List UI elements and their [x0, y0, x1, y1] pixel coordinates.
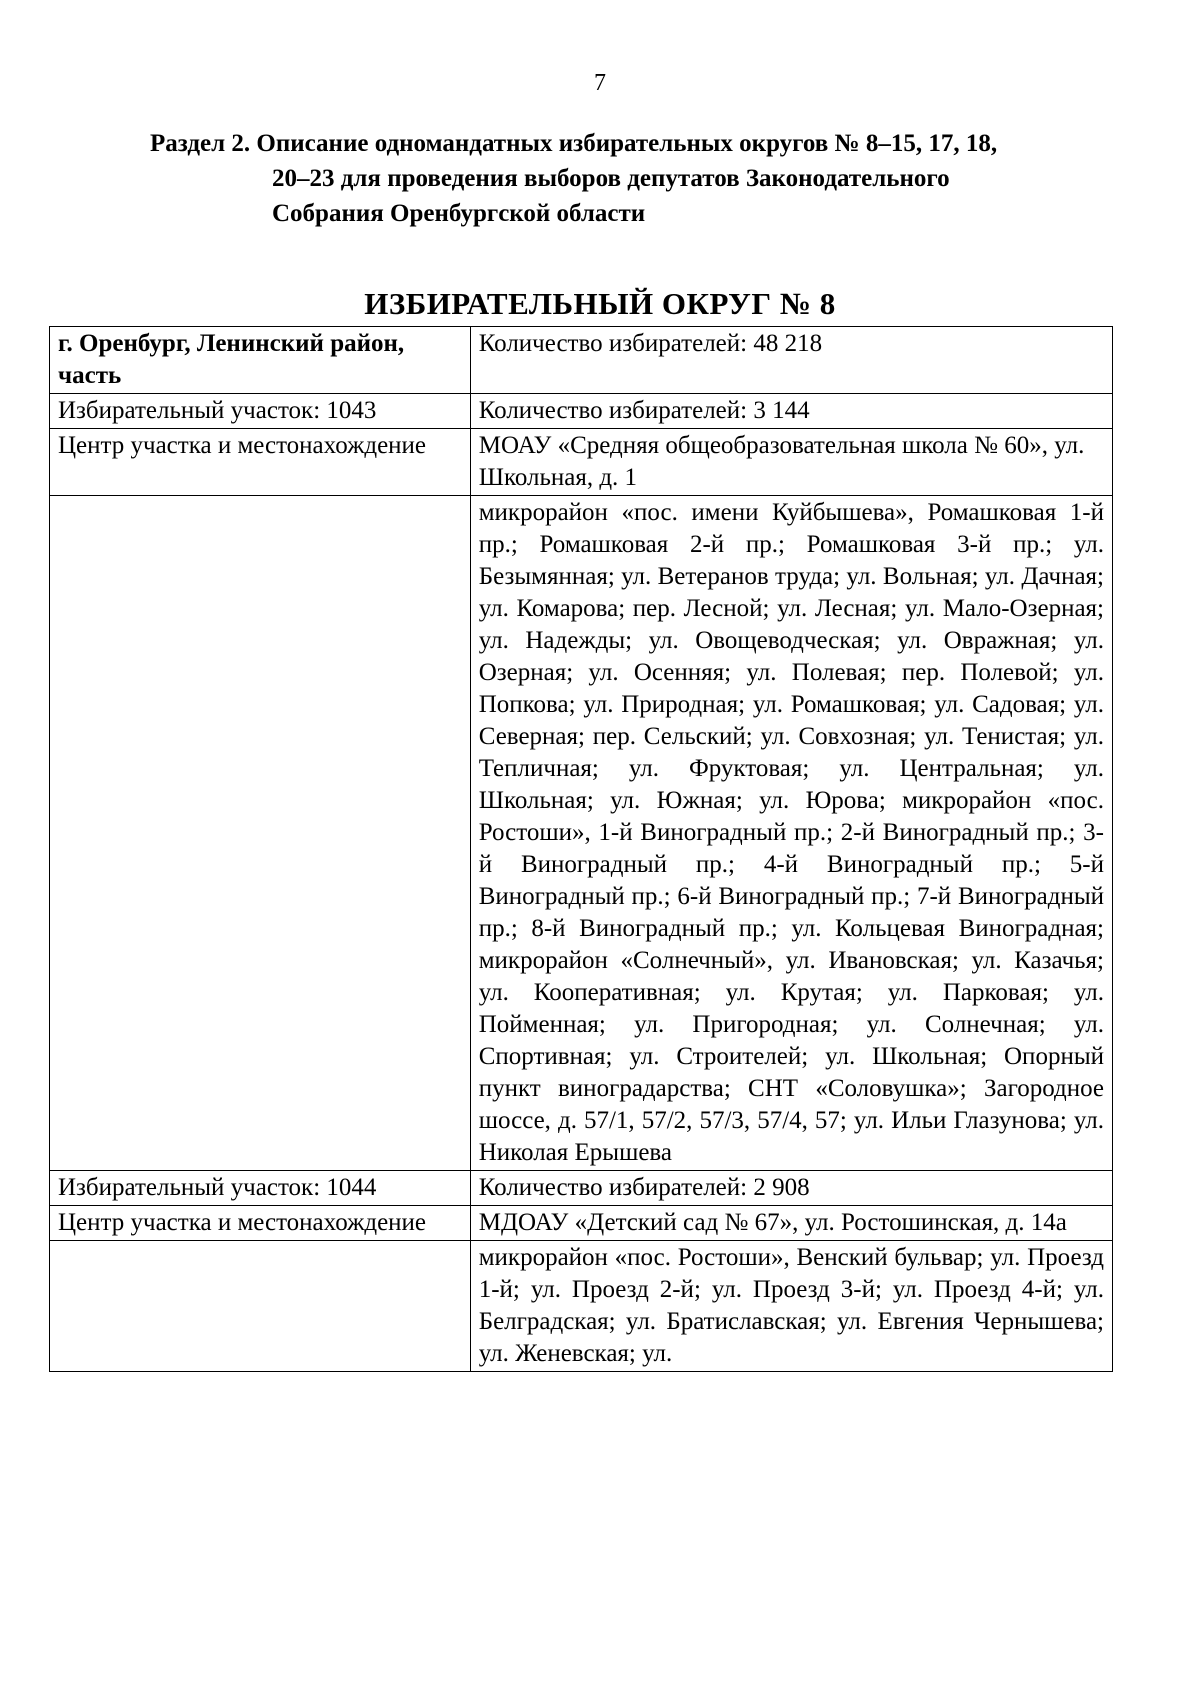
page-number: 7: [594, 70, 606, 96]
section-heading: [150, 126, 1140, 231]
precinct-streets-row: [50, 496, 1113, 1171]
precinct-streets: микрорайон «пос. Ростоши», Венский бульвар; ул. Проезд 1-й; ул. Проезд 2-й; ул. Проезд 3-й; ул. Проезд 4-й; ул. Белградская; ул. Братиславская; ул. Евгения Чернышева; ул. Женевская; ул.: [470, 1241, 1112, 1372]
section-heading-line-3: Собрания Оренбургской области: [272, 200, 646, 227]
precinct-number: Избирательный участок: 1043: [50, 394, 471, 429]
precinct-row: [50, 1171, 1113, 1206]
precinct-row: [50, 394, 1113, 429]
empty-cell: [50, 496, 471, 1171]
precinct-number: Избирательный участок: 1044: [50, 1171, 471, 1206]
district-title: ИЗБИРАТЕЛЬНЫЙ ОКРУГ № 8: [364, 286, 836, 321]
precinct-voters: Количество избирателей: 3 144: [470, 394, 1112, 429]
precinct-streets: микрорайон «пос. имени Куйбышева», Ромашковая 1-й пр.; Ромашковая 2-й пр.; Ромашковая 3-й пр.; ул. Безымянная; ул. Ветеранов труда; ул. Вольная; ул. Дачная; ул. Комарова; пер. Лесной; ул. Лесная; ул. Мало-Озерная; ул. Надежды; ул. Овощеводческая; ул. Овражная; ул. Озерная; ул. Осенняя; ул. Полевая; пер. Полевой; ул. Попкова; ул. Природная; ул. Ромашковая; ул. Садовая; ул. Северная; пер. Сельский; ул. Совхозная; ул. Тенистая; ул. Тепличная; ул. Фруктовая; ул. Центральная; ул. Школьная; ул. Южная; ул. Юрова; микрорайон «пос. Ростоши», 1-й Виноградный пр.; 2-й Виноградный пр.; 3-й Виноградный пр.; 4-й Виноградный пр.; 5-й Виноградный пр.; 6-й Виноградный пр.; 7-й Виноградный пр.; 8-й Виноградный пр.; ул. Кольцевая Виноградная; микрорайон «Солнечный», ул. Ивановская; ул. Казачья; ул. Кооперативная; ул. Крутая; ул. Парковая; ул. Пойменная; ул. Пригородная; ул. Солнечная; ул. Спортивная; ул. Строителей; ул. Школьная; Опорный пункт виноградарства; СНТ «Соловушка»; Загородное шоссе, д. 57/1, 57/2, 57/3, 57/4, 57; ул. Ильи Глазунова; ул. Николая Ерышева: [470, 496, 1112, 1171]
precinct-streets-row: [50, 1241, 1113, 1372]
district-table: [49, 326, 1113, 1372]
district-voters: Количество избирателей: 48 218: [470, 327, 1112, 394]
precinct-center-value: МДОАУ «Детский сад № 67», ул. Ростошинская, д. 14а: [470, 1206, 1112, 1241]
precinct-center-label: Центр участка и местонахождение: [50, 429, 471, 496]
precinct-center-label: Центр участка и местонахождение: [50, 1206, 471, 1241]
district-header-row: [50, 327, 1113, 394]
district-area: г. Оренбург, Ленинский район, часть: [50, 327, 471, 394]
section-heading-line-2: 20–23 для проведения выборов депутатов Законодательного: [272, 165, 950, 192]
precinct-voters: Количество избирателей: 2 908: [470, 1171, 1112, 1206]
precinct-center-row: [50, 1206, 1113, 1241]
precinct-center-row: [50, 429, 1113, 496]
precinct-center-value: МОАУ «Средняя общеобразовательная школа № 60», ул. Школьная, д. 1: [470, 429, 1112, 496]
empty-cell: [50, 1241, 471, 1372]
section-heading-line-1: Раздел 2. Описание одномандатных избирательных округов № 8–15, 17, 18,: [150, 130, 998, 157]
